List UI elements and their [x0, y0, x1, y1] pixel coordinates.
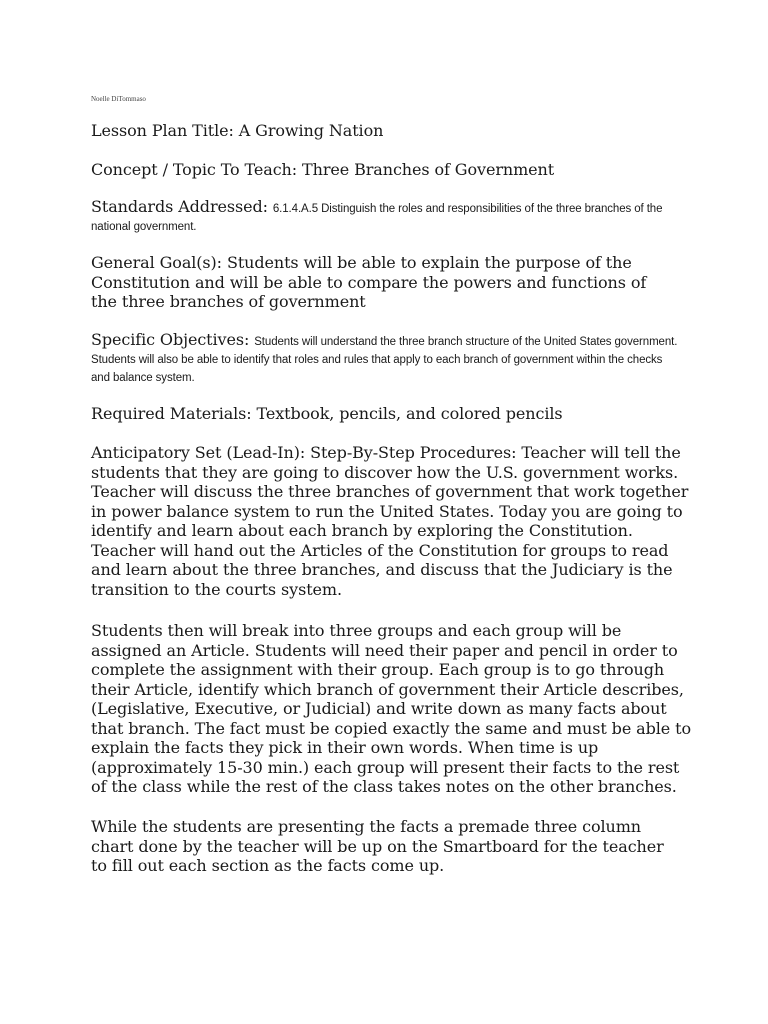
- groups-paragraph: Students then will break into three groups and each group will be assigned an Article. Students will need their paper and pencil in order to complete the assignment with their group. Each group is to go through their Article, identify which branch of government their Article describes, (Legislative, Executive, or Judicial) and write down as many facts about that branch. The fact must be copied exactly the same and must be able to explain the facts they pick in their own words. When time is up (approximately 15-30 min.) each group will present their facts to the rest of the class while the rest of the class takes notes on the other branches.: [91, 621, 691, 796]
- required-materials: Required Materials: Textbook, pencils, and colored pencils: [91, 404, 563, 423]
- standards-section: [91, 198, 671, 236]
- standards-label: Standards Addressed:: [91, 197, 273, 216]
- anticipatory-set: Anticipatory Set (Lead-In): Step-By-Step Procedures: Teacher will tell the students that they are going to discover how the U.S. government works. Teacher will discuss the three branches of government that work together in power balance system to run the United States. Today you are going to identify and learn about each branch by exploring the Constitution. Teacher will hand out the Articles of the Constitution for groups to read and learn about the three branches, and discuss that the Judiciary is the transition to the courts system.: [91, 443, 689, 599]
- specific-objectives-label: Specific Objectives:: [91, 330, 255, 349]
- chart-paragraph: While the students are presenting the facts a premade three column chart done by the teacher will be up on the Smartboard for the teacher to fill out each section as the facts come up.: [91, 817, 664, 875]
- concept-topic: Concept / Topic To Teach: Three Branches of Government: [91, 160, 555, 179]
- author-name: Noelle DiTommaso: [91, 95, 146, 103]
- lesson-plan-title: Lesson Plan Title: A Growing Nation: [91, 121, 384, 140]
- specific-objectives-section: [91, 331, 681, 387]
- general-goals: General Goal(s): Students will be able to explain the purpose of the Constitution and will be able to compare the powers and functions of the three branches of government: [91, 253, 647, 311]
- specific-objectives-text: Students will understand the three branch structure of the United States government. Students will also be able to identify that roles and rules that apply to each branch of government within the checks and balance system.: [91, 336, 678, 384]
- standards-text: 6.1.4.A.5 Distinguish the roles and responsibilities of the three branches of the national government.: [91, 203, 663, 233]
